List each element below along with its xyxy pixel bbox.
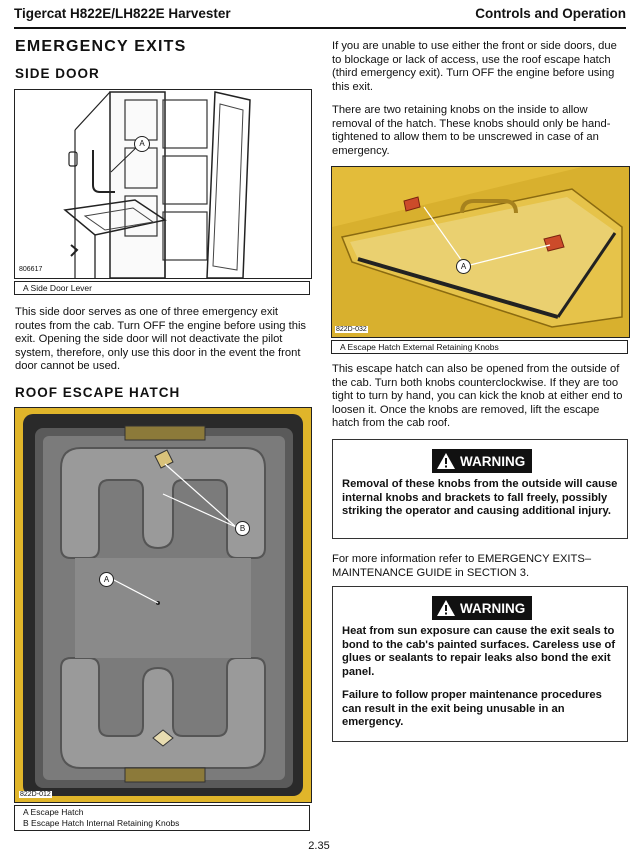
side-door-illustration xyxy=(15,90,311,278)
side-door-figure xyxy=(14,89,312,279)
warning-label: WARNING xyxy=(460,453,526,469)
side-door-heading: SIDE DOOR xyxy=(15,66,100,81)
warning-triangle-icon xyxy=(436,599,456,617)
page-heading: EMERGENCY EXITS xyxy=(15,38,187,55)
maintenance-ref-text: For more information refer to EMERGENCY EXITS–MAINTENANCE GUIDE in SECTION 3. xyxy=(332,553,592,579)
figure-code: 822D-032 xyxy=(336,326,367,333)
warning-text: Heat from sun exposure can cause the exit seals to bond to the cab's painted surfaces. Careless use of glues or sealants to repair leaks also bond the exit panel. xyxy=(342,625,616,678)
caption-line: A Side Door Lever xyxy=(23,283,92,293)
caption-line: A Escape Hatch xyxy=(23,807,84,817)
hatch-intro-text: If you are unable to use either the front or side doors, due to blockage or lack of access, use the roof escape hatch (third emergency exit). Turn OFF the engine before using this exit. xyxy=(332,40,617,93)
caption-line: B Escape Hatch Internal Retaining Knobs xyxy=(23,818,180,828)
warning-label: WARNING xyxy=(460,600,526,616)
outside-open-text: This escape hatch can also be opened from the outside of the cab. Turn both knobs counterclockwise. If they are too tight to turn by hand, you can kick the knob at either end to loosen it. Once the knobs are removed, lift the escape hatch from the cab roof. xyxy=(332,363,623,430)
manual-title: Tigercat H822E/LH822E Harvester xyxy=(14,6,231,21)
roof-hatch-heading: ROOF ESCAPE HATCH xyxy=(15,385,181,400)
warning-box-1 xyxy=(332,439,628,539)
caption-line: A Escape Hatch External Retaining Knobs xyxy=(340,342,499,352)
external-knobs-photo xyxy=(332,167,629,337)
callout-a: A xyxy=(456,259,471,274)
warning-text: Failure to follow proper maintenance procedures can result in the exit being unusable in an emergency. xyxy=(342,689,602,729)
section-title: Controls and Operation xyxy=(475,6,626,21)
retaining-knobs-text: There are two retaining knobs on the inside to allow removal of the hatch. These knobs should only be hand-tightened to allow them to be unscrewed in case of an emergency. xyxy=(332,104,611,157)
page-number: 2.35 xyxy=(308,840,330,852)
warning-text: Removal of these knobs from the outside will cause internal knobs and brackets to fall freely, possibly striking the operator and causing additional injury. xyxy=(342,478,618,518)
header-rule xyxy=(14,27,626,29)
warning-badge xyxy=(432,449,532,473)
warning-triangle-icon xyxy=(436,452,456,470)
roof-hatch-caption xyxy=(14,805,310,831)
warning-box-2 xyxy=(332,586,628,742)
callout-a: A xyxy=(99,572,114,587)
side-door-text: This side door serves as one of three emergency exit routes from the cab. Turn OFF the engine before using this exit. Opening the side door will not deactivate the pilot system, therefore, only use this door in the event the front door cannot be used. xyxy=(15,306,307,373)
figure-code: 822D-012 xyxy=(20,791,51,798)
figure-code: 806617 xyxy=(19,266,43,273)
warning-badge xyxy=(432,596,532,620)
external-knobs-caption xyxy=(331,340,628,354)
roof-hatch-photo xyxy=(15,408,311,802)
roof-hatch-figure xyxy=(14,407,312,803)
callout-b: B xyxy=(235,521,250,536)
external-knobs-figure xyxy=(331,166,630,338)
side-door-caption xyxy=(14,281,310,295)
callout-a: A xyxy=(134,136,150,152)
